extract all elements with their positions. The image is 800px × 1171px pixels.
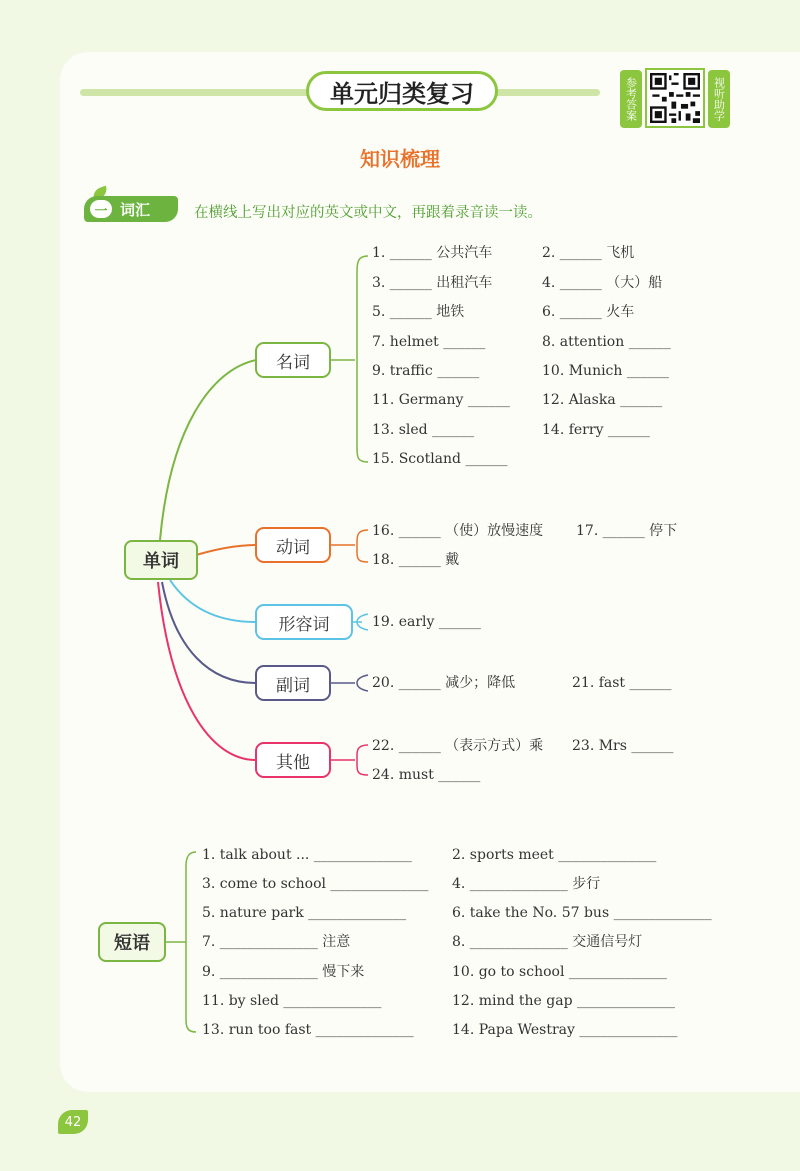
noun-item: 6. ______ 火车 — [542, 304, 635, 320]
verb-item: 18. ______ 戴 — [372, 552, 460, 568]
phrase-item: 2. sports meet ______________ — [452, 847, 657, 863]
noun-item: 11. Germany ______ — [372, 392, 510, 408]
phrase-item: 11. by sled ______________ — [202, 993, 382, 1009]
adjective-bracket — [352, 614, 368, 630]
phrase-item: 14. Papa Westray ______________ — [452, 1022, 678, 1038]
adverb-node: 副词 — [258, 668, 328, 698]
audio-help-tag[interactable]: 视听助学 — [708, 70, 730, 128]
phrase-item: 8. ______________ 交通信号灯 — [452, 934, 643, 950]
branch-line-other — [158, 582, 256, 760]
verb-node: 动词 — [258, 530, 328, 560]
noun-item: 1. ______ 公共汽车 — [372, 245, 493, 261]
adverb-item: 20. ______ 减少；降低 — [372, 675, 516, 691]
branch-line-adverb — [162, 582, 256, 683]
phrase-item: 7. ______________ 注意 — [202, 934, 351, 950]
noun-item: 3. ______ 出租汽车 — [372, 275, 493, 291]
phrase-item: 4. ______________ 步行 — [452, 876, 601, 892]
noun-item: 7. helmet ______ — [372, 334, 486, 350]
phrases-bracket — [186, 852, 196, 1032]
noun-item: 15. Scotland ______ — [372, 451, 508, 467]
other-bracket — [330, 745, 368, 775]
noun-item: 14. ferry ______ — [542, 422, 650, 438]
vocab-section-label: 词汇 — [120, 200, 151, 219]
other-item: 24. must ______ — [372, 767, 481, 783]
page-title: 单元归类复习 — [306, 71, 498, 111]
noun-item: 12. Alaska ______ — [542, 392, 663, 408]
noun-item: 8. attention ______ — [542, 334, 671, 350]
noun-item: 5. ______ 地铁 — [372, 304, 465, 320]
phrase-item: 12. mind the gap ______________ — [452, 993, 675, 1009]
phrase-item: 3. come to school ______________ — [202, 876, 429, 892]
other-node: 其他 — [258, 745, 328, 775]
phrase-item: 10. go to school ______________ — [452, 964, 667, 980]
verb-item: 16. ______ （使）放慢速度 — [372, 523, 544, 539]
phrase-item: 13. run too fast ______________ — [202, 1022, 414, 1038]
phrase-item: 9. ______________ 慢下来 — [202, 964, 365, 980]
noun-item: 4. ______ （大）船 — [542, 275, 663, 291]
noun-node: 名词 — [258, 345, 328, 375]
phrase-item: 6. take the No. 57 bus ______________ — [452, 905, 712, 921]
other-item: 22. ______ （表示方式）乘 — [372, 738, 544, 754]
root-node-words: 单词 — [124, 540, 198, 580]
page-number: 42 — [58, 1110, 88, 1134]
section-heading-text: 知识梳理 — [360, 147, 440, 171]
adverb-bracket — [330, 675, 368, 691]
branch-line-noun — [160, 360, 256, 540]
branch-line-verb — [196, 545, 256, 555]
adjective-item: 19. early ______ — [372, 614, 481, 630]
noun-bracket — [330, 256, 368, 462]
adverb-item: 21. fast ______ — [572, 675, 672, 691]
noun-item: 2. ______ 飞机 — [542, 245, 635, 261]
other-item: 23. Mrs ______ — [572, 738, 674, 754]
verb-item: 17. ______ 停下 — [576, 523, 678, 539]
adjective-node: 形容词 — [258, 607, 350, 637]
phrases-node: 短语 — [98, 922, 166, 962]
phrase-item: 1. talk about ... ______________ — [202, 847, 412, 863]
noun-item: 13. sled ______ — [372, 422, 475, 438]
branch-line-adjective — [170, 580, 256, 622]
answers-tag[interactable]: 参考答案 — [620, 70, 642, 128]
noun-item: 9. traffic ______ — [372, 363, 480, 379]
phrase-item: 5. nature park ______________ — [202, 905, 407, 921]
noun-item: 10. Munich ______ — [542, 363, 669, 379]
vocab-instruction: 在横线上写出对应的英文或中文，再跟着录音读一读。 — [194, 205, 542, 221]
vocab-section-number: 一 — [90, 200, 112, 218]
verb-bracket — [330, 530, 368, 562]
